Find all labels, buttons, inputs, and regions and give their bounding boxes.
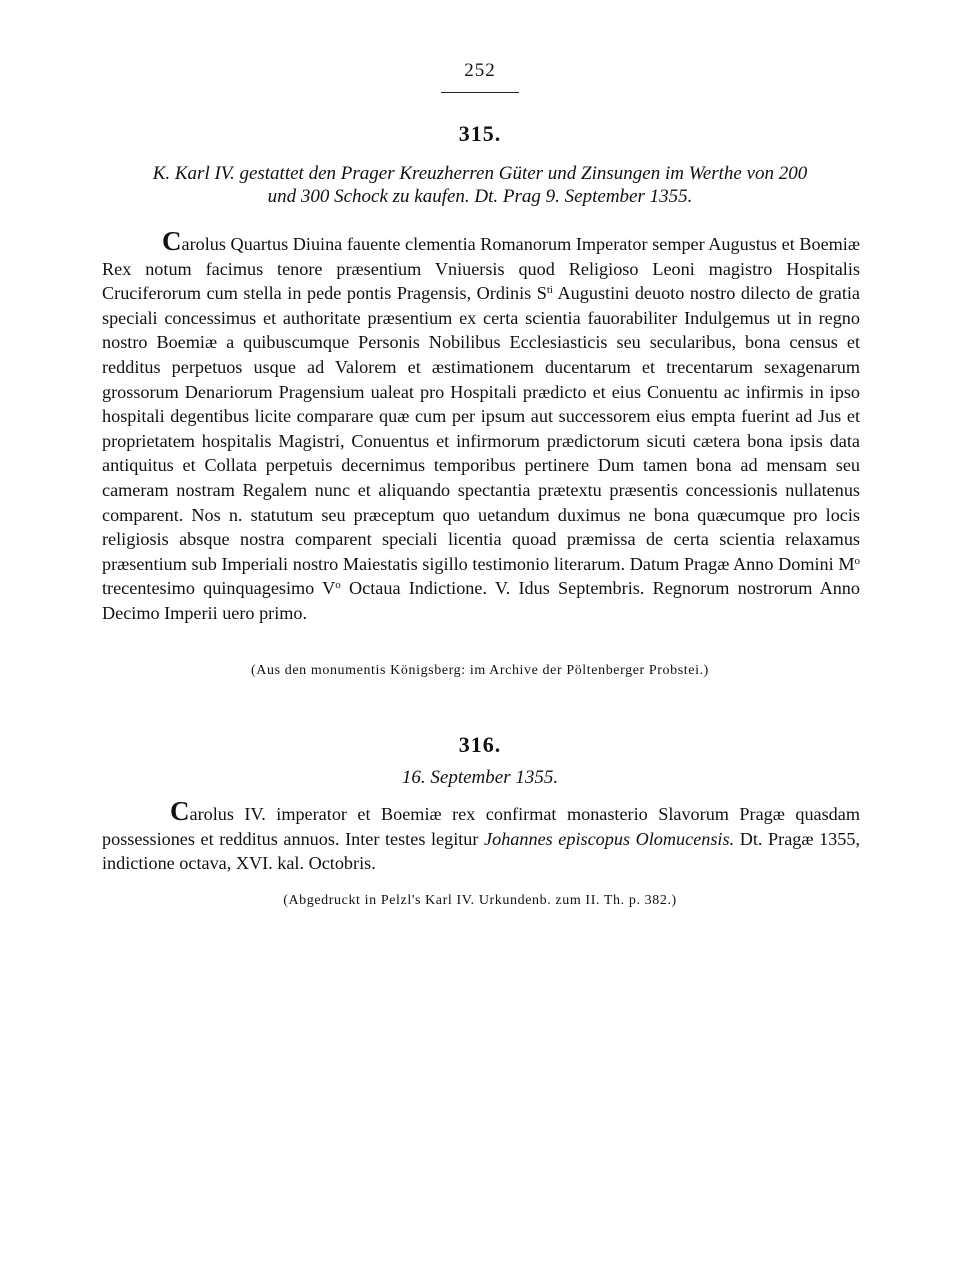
document-heading-315 bbox=[100, 162, 860, 208]
document-body-316 bbox=[102, 796, 860, 876]
drop-initial: C bbox=[162, 226, 182, 256]
superscript-abbreviation: ti bbox=[546, 284, 553, 297]
document-number-315: 315. bbox=[458, 121, 502, 146]
heading-line-1: K. Karl IV. gestattet den Prager Kreuzherren Güter und Zinsungen im Werthe von 200 bbox=[152, 163, 808, 184]
page-number-rule bbox=[441, 92, 519, 93]
document-date-316: 16. September 1355. bbox=[401, 767, 559, 788]
body-text-part-2: Dt. Pragæ 1355, indictione octava, XVI. kal. Octobris. bbox=[102, 828, 860, 874]
source-note-315: (Aus den monumentis Königsberg: im Archive der Pöltenberger Probstei.) bbox=[251, 663, 709, 678]
page-number: 252 bbox=[464, 60, 496, 81]
superscript-quinto: o bbox=[335, 579, 341, 592]
superscript-millesimo: o bbox=[854, 554, 860, 567]
body-text-part-3: trecentesimo quinquagesimo V bbox=[102, 578, 336, 599]
document-body-315 bbox=[102, 226, 860, 626]
drop-initial: C bbox=[170, 796, 190, 826]
body-text-part-1: arolus Quartus Diuina fauente clementia Romanorum Imperator semper Augustus et Boemiæ Rex notum facimus tenore præsentium Vniuersis quod Religioso Leoni magistro Hospitalis Cruciferorum cum stella in pede pontis Pragensis, Ordinis S bbox=[102, 234, 860, 304]
italic-witness-name: Johannes episcopus Olomucensis. bbox=[484, 828, 735, 849]
body-text-part-4: Octaua Indictione. V. Idus Septembris. Regnorum nostrorum Anno Decimo Imperii uero primo. bbox=[102, 578, 860, 623]
heading-line-2: und 300 Schock zu kaufen. Dt. Prag 9. September 1355. bbox=[267, 186, 693, 207]
body-text-part-1: arolus IV. imperator et Boemiæ rex confirmat monasterio Slavorum Pragæ quasdam possessiones et redditus annuos. Inter testes legitur bbox=[102, 804, 860, 849]
source-note-316: (Abgedruckt in Pelzl's Karl IV. Urkundenb. zum II. Th. p. 382.) bbox=[283, 893, 677, 908]
document-number-316: 316. bbox=[458, 732, 502, 757]
body-text-part-2: Augustini deuoto nostro dilecto de gratia speciali concessimus et authoritate præsentium ex certa scientia fauorabiliter Indulgemus ut in regno nostro Boemiæ a quibuscumque Personis Nobilibus Ecclesiasticis seu secularibus, bona census et redditus perpetuos usque ad Valorem et æstimationem ducentarum et trecentarum sexagenarum grossorum Denariorum Pragensium ualeat pro Hospitali prædicto et eius Conuentu ac infirmis in ipso hospitali degentibus licite comparare quæ cum per ipsum aut successorem eius empta fuerint ad Jus et proprietatem hospitalis Magistri, Conuentus et infirmorum prædictorum sicuti cætera bona ipsis data antiquitus et Collata perpetuis decernimus temporibus pertinere Dum tamen bona ad mensam seu cameram nostram Regalem nunc et aliquando spectantia prætextu præsentis concessionis nullatenus comparent. Nos n. statutum seu præceptum quo uetandum duximus ne bona quæcumque pro locis religiosis absque nostra comparent speciali licentia quoad præmissa de certa scientia relaxamus præsentium sub Imperiali nostro Maiestatis sigillo testimonio literarum. Datum Pragæ Anno Domini M bbox=[102, 283, 860, 574]
